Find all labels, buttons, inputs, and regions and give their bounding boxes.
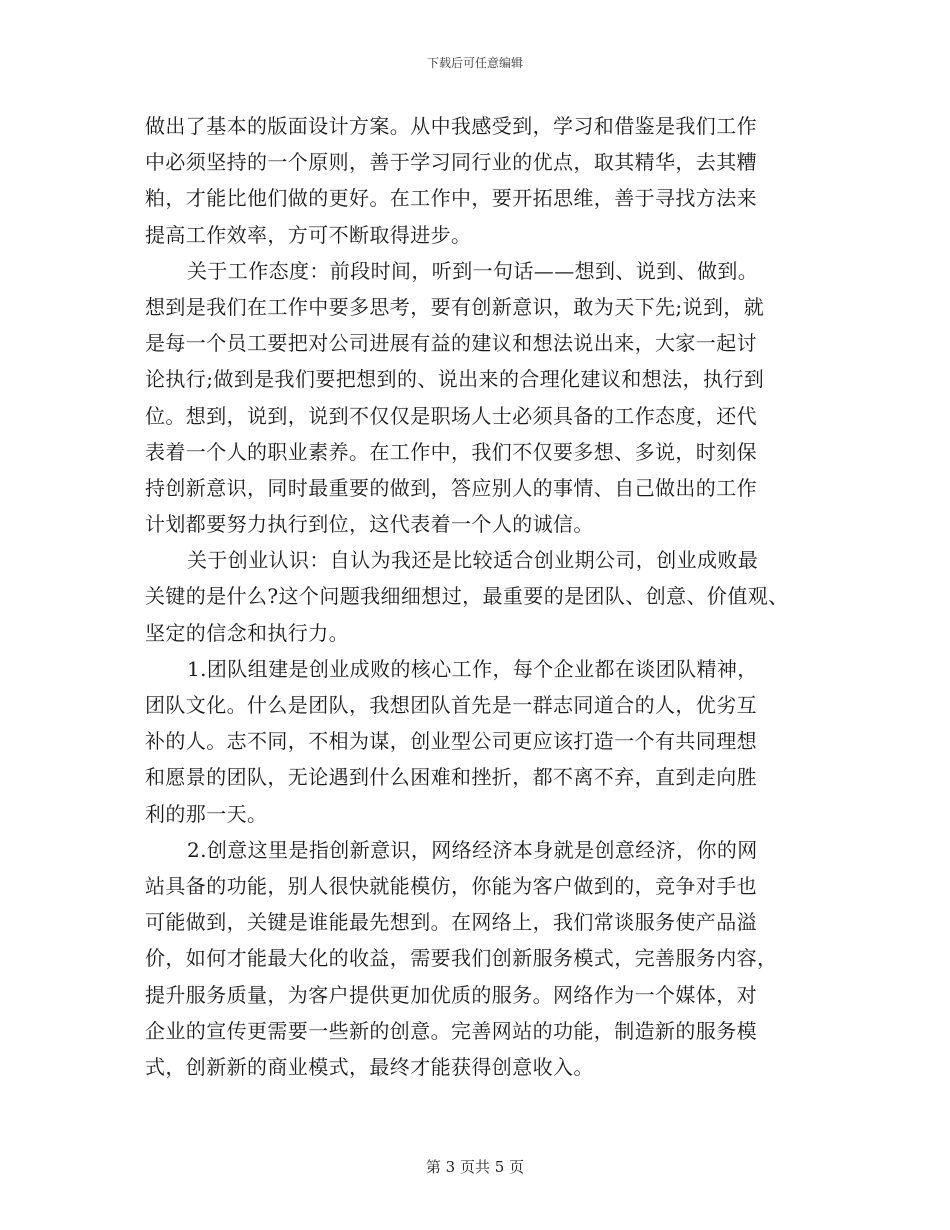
text-line: 提升服务质量，为客户提供更加优质的服务。网络作为一个媒体，对	[145, 982, 757, 1007]
document-body	[145, 108, 815, 1085]
text-line: 企业的宣传更需要一些新的创意。完善网站的功能，制造新的服务模	[145, 1018, 757, 1043]
text-line: 利的那一天。	[145, 801, 268, 826]
text-line: 团队文化。什么是团队，我想团队首先是一群志同道合的人，优劣互	[145, 693, 757, 717]
text-line: 做出了基本的版面设计方案。从中我感受到，学习和借鉴是我们工作	[145, 114, 757, 138]
text-line: 是每一个员工要把对公司进展有益的建议和想法说出来，大家一起讨	[145, 331, 757, 356]
text-line: 粕，才能比他们做的更好。在工作中，要开拓思维，善于寻找方法来	[145, 186, 757, 211]
text-line: 补的人。志不同，不相为谋，创业型公司更应该打造一个有共同理想	[145, 729, 757, 754]
paragraph-first-line: 关于创业认识：自认为我还是比较适合创业期公司，创业成败最	[187, 548, 759, 573]
text-line: 可能做到，关键是谁能最先想到。在网络上，我们常谈服务使产品溢	[145, 910, 757, 935]
text-line: 计划都要努力执行到位，这代表着一个人的诚信。	[145, 512, 594, 537]
text-line: 表着一个人的职业素养。在工作中，我们不仅要多想、多说，时刻保	[145, 439, 757, 464]
text-line: 坚定的信念和执行力。	[145, 620, 349, 645]
text-line: 想到是我们在工作中要多思考，要有创新意识，敢为天下先;说到，就	[145, 294, 765, 319]
text-line: 价，如何才能最大化的收益，需要我们创新服务模式，完善服务内容，	[145, 946, 778, 971]
paragraph-first-line: 关于工作态度：前段时间，听到一句话——想到、说到、做到。	[187, 258, 759, 283]
text-line: 提高工作效率，方可不断取得进步。	[145, 222, 472, 247]
page-number: 第 3 页共 5 页	[425, 1158, 525, 1176]
paragraph-first-line: 2.创意这里是指创新意识，网络经济本身就是创意经济，你的网	[187, 837, 758, 862]
text-line: 式，创新新的商业模式，最终才能获得创意收入。	[145, 1054, 594, 1079]
text-line: 中必须坚持的一个原则，善于学习同行业的优点，取其精华，去其糟	[145, 150, 757, 175]
text-line: 关键的是什么?这个问题我细细想过，最重要的是团队、创意、价值观、	[145, 584, 789, 609]
text-line: 论执行;做到是我们要把想到的、说出来的合理化建议和想法，执行到	[145, 367, 765, 392]
text-line: 持创新意识，同时最重要的做到，答应别人的事情、自己做出的工作	[145, 475, 757, 500]
text-line: 和愿景的团队，无论遇到什么困难和挫折，都不离不弃，直到走向胜	[145, 765, 757, 790]
text-line: 位。想到，说到，说到不仅仅是职场人士必须具备的工作态度，还代	[145, 403, 757, 428]
paragraph-first-line: 1.团队组建是创业成败的核心工作，每个企业都在谈团队精神，	[187, 656, 758, 681]
page-header: 下载后可任意编辑	[426, 56, 523, 70]
text-line: 站具备的功能，别人很快就能模仿，你能为客户做到的，竞争对手也	[145, 873, 757, 898]
